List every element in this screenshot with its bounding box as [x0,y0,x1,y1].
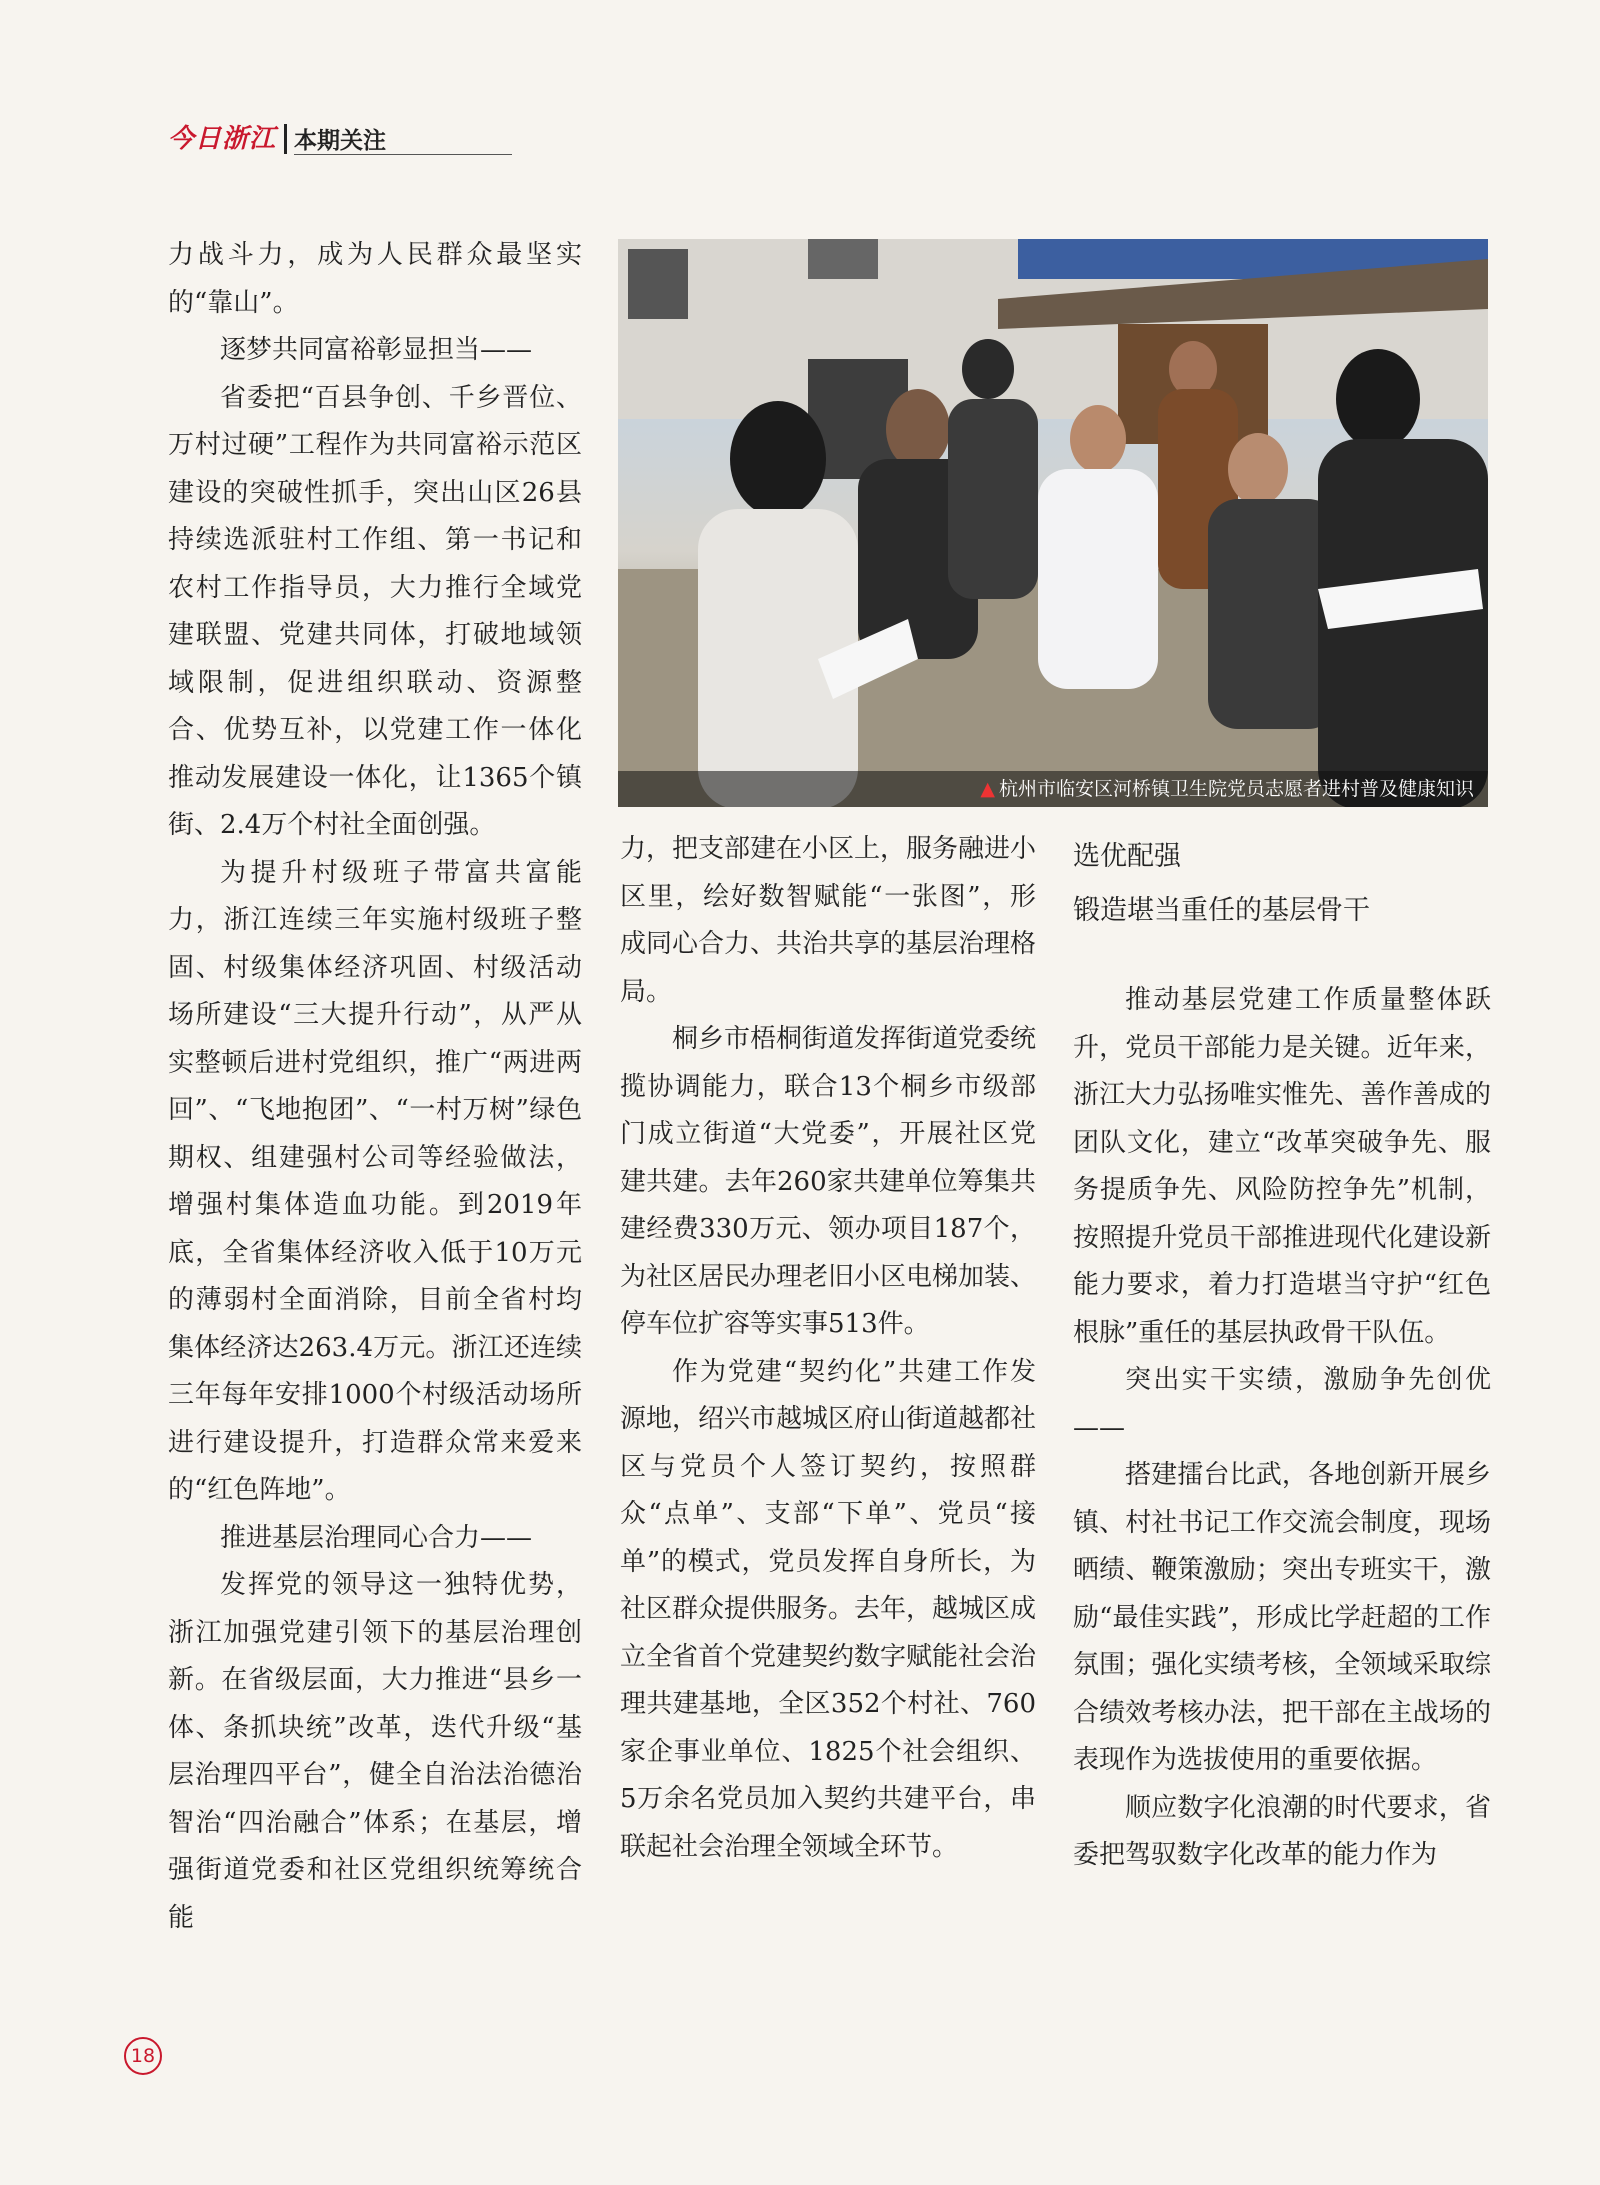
column-left [168,232,582,1942]
paragraph: 力战斗力，成为人民群众最坚实的“靠山”。 [168,240,582,318]
magazine-logo: 今日浙江 [168,124,277,154]
subsection-heading: 逐梦共同富裕彰显担当—— [220,335,533,365]
paragraph: 顺应数字化浪潮的时代要求，省委把驾驭数字化改革的能力作为 [1073,1792,1491,1870]
news-photo [618,239,1488,807]
header-divider [284,124,287,154]
paragraph: 搭建擂台比武，各地创新开展乡镇、村社书记工作交流会制度，现场晒绩、鞭策激励；突出专班实干，激励“最佳实践”，形成比学赶超的工作氛围；强化实绩考核，全领域采取综合绩效考核办法，把干部在主战场的表现作为选拔使用的重要依据。 [1073,1460,1491,1775]
photo-caption [618,771,1488,807]
page-number: 18 [124,2037,162,2075]
caption-text: 杭州市临安区河桥镇卫生院党员志愿者进村普及健康知识 [998,778,1474,800]
subsection-heading: 突出实干实绩，激励争先创优—— [1073,1365,1491,1443]
header-rule [294,154,512,155]
section-subhead-line1: 选优配强 [1073,841,1181,872]
column-middle [620,826,1036,1871]
subsection-heading: 推进基层治理同心合力—— [220,1522,533,1553]
paragraph: 发挥党的领导这一独特优势，浙江加强党建引领下的基层治理创新。在省级层面，大力推进“县乡一体、条抓块统”改革，迭代升级“基层治理四平台”，健全自治法治德治智治“四治融合”体系；在基层，增强街道党委和社区党组织统筹统合能 [168,1570,582,1933]
paragraph: 桐乡市梧桐街道发挥街道党委统揽协调能力，联合13个桐乡市级部门成立街道“大党委”，开展社区党建共建。去年260家共建单位筹集共建经费330万元、领办项目187个，为社区居民办理老旧小区电梯加装、停车位扩容等实事513件。 [620,1024,1037,1339]
section-subhead-line2: 锻造堪当重任的基层骨干 [1073,895,1370,926]
paragraph: 省委把“百县争创、千乡晋位、万村过硬”工程作为共同富裕示范区建设的突破性抓手，突出山区26县持续选派驻村工作组、第一书记和农村工作指导员，大力推行全域党建联盟、党建共同体，打破地域领域限制，促进组织联动、资源整合、优势互补，以党建工作一体化推动发展建设一体化，让1365个镇街、2.4万个村社全面创强。 [168,382,582,840]
paragraph: 为提升村级班子带富共富能力，浙江连续三年实施村级班子整固、村级集体经济巩固、村级活动场所建设“三大提升行动”，从严从实整顿后进村党组织，推广“两进两回”、“飞地抱团”、“一村万树”绿色期权、组建强村公司等经验做法，增强村集体造血功能。到2019年底，全省集体经济收入低于10万元的薄弱村全面消除，目前全省村均集体经济达263.4万元。浙江还连续三年每年安排1000个村级活动场所进行建设提升，打造群众常来爱来的“红色阵地”。 [168,857,582,1505]
paragraph: 推动基层党建工作质量整体跃升，党员干部能力是关键。近年来，浙江大力弘扬唯实惟先、善作善成的团队文化，建立“改革突破争先、服务提质争先、风险防控争先”机制，按照提升党员干部推进现代化建设新能力要求，着力打造堪当守护“红色根脉”重任的基层执政骨干队伍。 [1073,985,1491,1348]
page-header [168,118,512,162]
paragraph: 力，把支部建在小区上，服务融进小区里，绘好数智赋能“一张图”，形成同心合力、共治共享的基层治理格局。 [620,834,1037,1007]
triangle-icon: ▲ [980,778,995,800]
section-title: 本期关注 [294,128,386,154]
photo-illustration [618,239,1488,807]
column-right [1073,977,1491,1880]
paragraph: 作为党建“契约化”共建工作发源地，绍兴市越城区府山街道越都社区与党员个人签订契约，按照群众“点单”、支部“下单”、党员“接单”的模式，党员发挥自身所长，为社区群众提供服务。去年，越城区成立全省首个党建契约数字赋能社会治理共建基地，全区352个村社、760家企事业单位、1825个社会组织、5万余名党员加入契约共建平台，串联起社会治理全领域全环节。 [620,1356,1037,1862]
